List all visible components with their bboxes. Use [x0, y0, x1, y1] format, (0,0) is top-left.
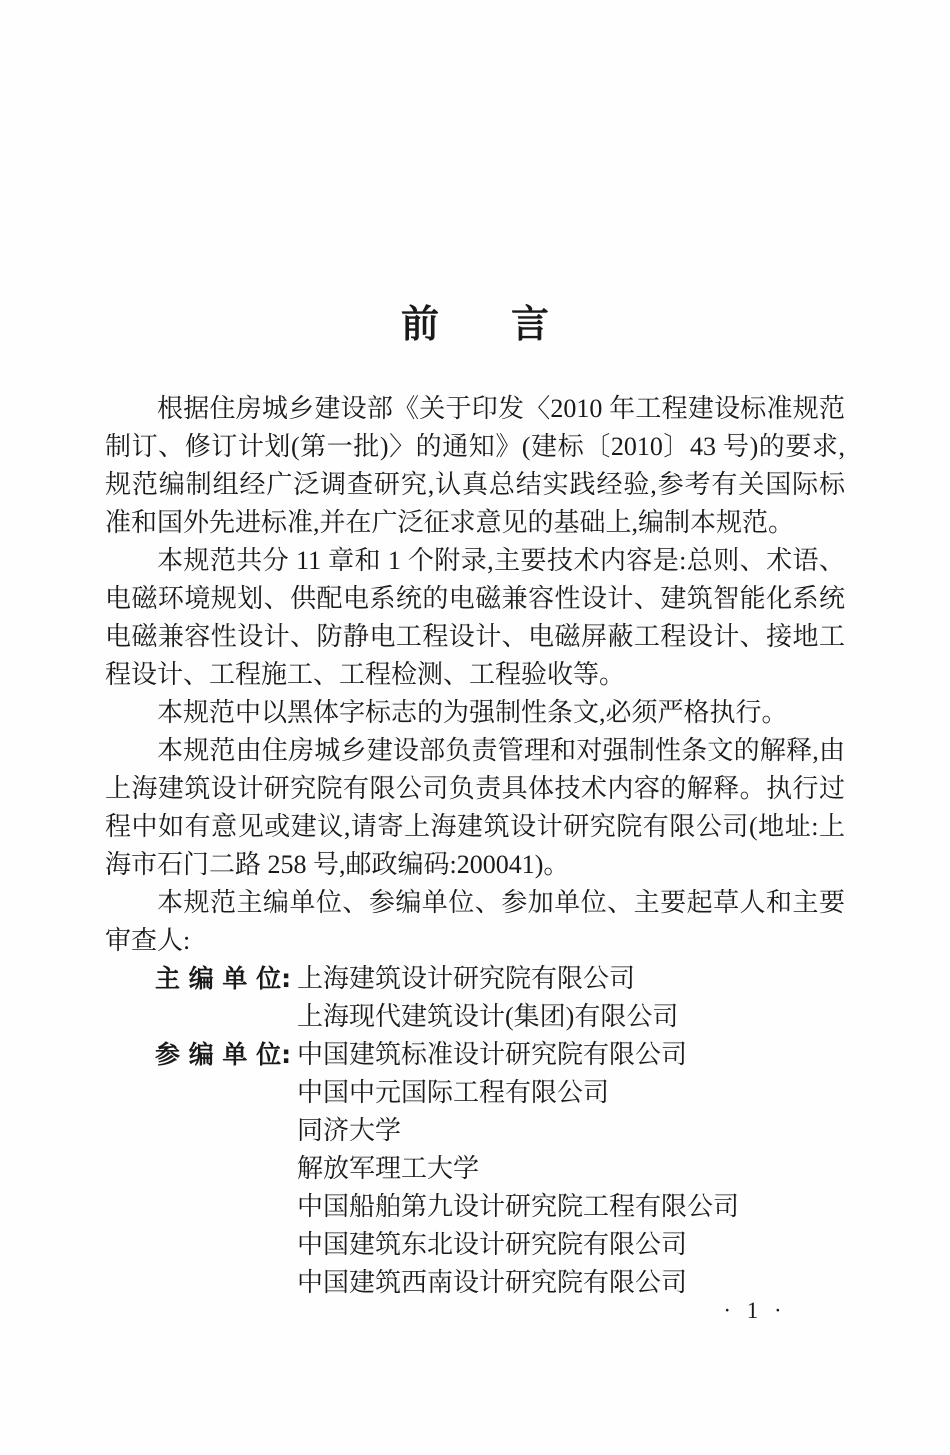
editor-unit: 中国建筑西南设计研究院有限公司 — [297, 1268, 688, 1297]
page-title-char-first: 前 — [400, 302, 439, 347]
editor-unit: 中国建筑东北设计研究院有限公司 — [297, 1230, 688, 1259]
editor-unit: 中国中元国际工程有限公司 — [297, 1078, 610, 1107]
editor-unit: 中国建筑标准设计研究院有限公司 — [297, 1040, 688, 1069]
paragraph-basis: 根据住房城乡建设部《关于印发〈2010 年工程建设标准规范制订、修订计划(第一批)〉的通知》(建标〔2010〕43 号)的要求,规范编制组经广泛调查研究,认真总结实践经验,参考有关国际标准和国外先进标准,并在广泛征求意见的基础上,编制本规范。 — [105, 394, 845, 537]
paragraph-contents: 本规范共分 11 章和 1 个附录,主要技术内容是:总则、术语、电磁环境规划、供配电系统的电磁兼容性设计、建筑智能化系统电磁兼容性设计、防静电工程设计、电磁屏蔽工程设计、接地工程设计、工程施工、工程检测、工程验收等。 — [105, 546, 845, 689]
participating-editor-units — [297, 1036, 845, 1302]
page-title-char-second: 言 — [511, 302, 550, 347]
editor-unit: 同济大学 — [297, 1116, 402, 1145]
chief-editor-label: 主 编 单 位: — [155, 964, 292, 993]
chief-editor-units — [297, 960, 845, 1036]
paragraph-units-intro: 本规范主编单位、参编单位、参加单位、主要起草人和主要审查人: — [105, 888, 845, 955]
page-number: · 1 · — [723, 1298, 787, 1323]
paragraph-management-contact: 本规范由住房城乡建设部负责管理和对强制性条文的解释,由上海建筑设计研究院有限公司负责具体技术内容的解释。执行过程中如有意见或建议,请寄上海建筑设计研究院有限公司(地址:上海市石门二路 258 号,邮政编码:200041)。 — [105, 736, 845, 879]
editor-unit: 上海建筑设计研究院有限公司 — [297, 964, 636, 993]
participating-editor-label: 参 编 单 位: — [155, 1040, 292, 1069]
page-title — [105, 303, 845, 345]
preface-body — [105, 390, 845, 1302]
editor-unit: 上海现代建筑设计(集团)有限公司 — [297, 1002, 679, 1031]
participating-editor-block — [105, 1036, 845, 1302]
editor-unit: 中国船舶第九设计研究院工程有限公司 — [297, 1192, 740, 1221]
paragraph-mandatory-provisions: 本规范中以黑体字标志的为强制性条文,必须严格执行。 — [157, 698, 788, 727]
chief-editor-block — [105, 960, 845, 1036]
editor-unit: 解放军理工大学 — [297, 1154, 480, 1183]
